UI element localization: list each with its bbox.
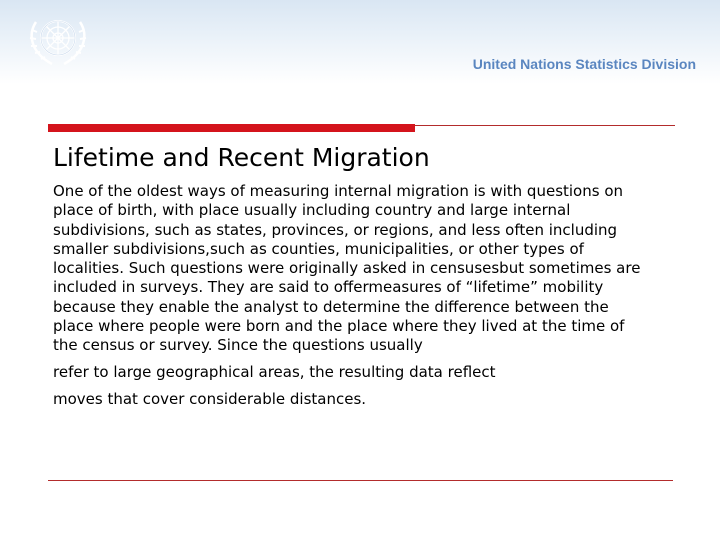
body-line-3: moves that cover considerable distances. <box>53 390 367 408</box>
organization-name: United Nations Statistics Division <box>472 56 696 72</box>
paragraph-line: included in surveys. They are said to offermeasures of “lifetime” mobility <box>53 278 604 297</box>
slide-header <box>0 0 720 84</box>
paragraph-line: One of the oldest ways of measuring internal migration is with questions on <box>53 182 624 200</box>
paragraph-line: because they enable the analyst to determine the difference between the <box>53 297 609 316</box>
paragraph-line: subdivisions, such as states, provinces, or regions, and less often including <box>53 220 618 239</box>
paragraph-line: place where people were born and the place where they lived at the time of <box>53 317 625 336</box>
title-accent-bar <box>48 124 415 132</box>
paragraph-line: smaller subdivisions,such as counties, municipalities, or other types of <box>53 239 584 258</box>
top-divider <box>415 125 675 126</box>
paragraph-line: the census or survey. Since the questions usually <box>53 336 423 355</box>
body-paragraph <box>53 182 689 356</box>
un-emblem-icon <box>22 8 94 72</box>
paragraph-line: place of birth, with place usually including country and large internal <box>53 201 571 220</box>
slide-title: Lifetime and Recent Migration <box>53 143 430 172</box>
paragraph-line: localities. Such questions were originally asked in censusesbut sometimes are <box>53 259 641 278</box>
body-line-2: refer to large geographical areas, the resulting data reflect <box>53 363 496 381</box>
bottom-divider <box>48 480 673 481</box>
